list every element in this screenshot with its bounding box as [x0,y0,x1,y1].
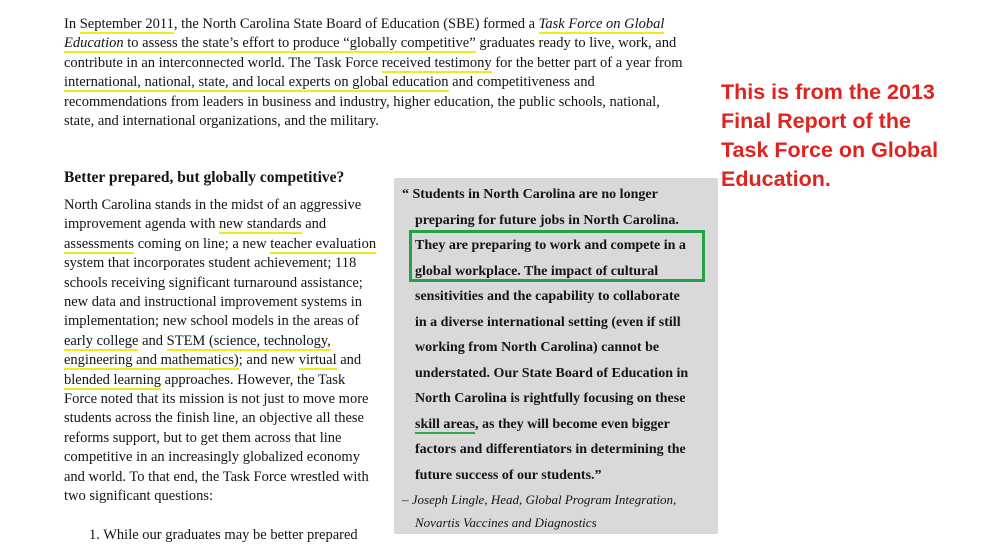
annotation-line: Final Report of the [721,109,911,133]
quote-line: “ Students in North Carolina are no longer [402,187,658,202]
text-run: for the better part of a year from [491,54,683,71]
text-run: In [64,16,80,32]
text-run: schools receiving significant turnaround assistance; [64,274,363,291]
text-run: , as they will become even bigger [475,416,670,432]
intro-line [64,73,595,92]
intro-line [64,93,660,112]
text-run: and [336,352,362,369]
left-column-line [64,332,331,351]
text-run: graduates ready to live, work, and [475,35,677,52]
text-run: and [138,332,167,349]
intro-line [64,112,379,131]
highlighted-phrase: Task Force on Global [538,16,665,32]
text-run: and [301,216,327,233]
quote-line: sensitivities and the capability to collaborate [415,289,680,304]
intro-line [64,15,664,34]
text-run: state, and international organizations, and the military. [64,113,379,129]
highlighted-phrase: assessments [64,235,135,252]
left-column-line [64,196,361,215]
text-run: competitive in an increasingly globalized economy [64,449,360,466]
left-column-line [64,312,359,331]
left-column-line [64,371,345,390]
left-column-line [64,351,361,370]
intro-line [64,54,683,73]
highlighted-phrase: Education [64,35,124,52]
text-run: students across the finish line, an objective all these [64,410,364,427]
quote-line: understated. Our State Board of Education in [415,365,689,381]
highlighted-phrase: early college [64,332,139,349]
quote-line [415,415,670,434]
text-run: approaches. However, the Task [161,371,346,388]
text-run: reforms support, but to get them across that line [64,429,342,446]
left-column-line [64,235,376,254]
text-run: North Carolina stands in the midst of an aggressive [64,197,362,213]
text-run: coming on line; a new [134,235,271,252]
quote-line: North Carolina is rightfully focusing on these [415,391,686,406]
quote-line: in a diverse international setting (even if still [415,314,681,330]
left-column-line [64,429,341,448]
list-item-1: 1. While our graduates may be better prepared [89,527,358,543]
highlighted-phrase: to assess the state’s effort to produce “globally competitive” [123,35,476,52]
highlighted-phrase: received testimony [381,54,492,71]
annotation-line: Task Force on Global [721,138,939,162]
annotation-line: Education. [721,167,831,191]
left-column-line [64,274,363,293]
quote-line: They are preparing to work and compete in a [415,238,686,253]
text-run: two significant questions: [64,488,214,504]
intro-line [64,34,676,53]
highlighted-phrase: new standards [219,216,302,233]
left-column-line [64,215,326,234]
annotation-line: This is from the 2013 [721,80,935,104]
highlighted-phrase: STEM (science, technology, [166,332,331,349]
text-run: Force noted that its mission is not just to move more [64,391,369,407]
quote-line: global workplace. The impact of cultural [415,263,659,279]
left-column-line [64,390,368,409]
left-column-line [64,448,360,467]
text-run: recommendations from leaders in business and industry, higher education, the public schools, national, [64,93,660,110]
section-heading: Better prepared, but globally competitive? [64,169,345,186]
highlighted-phrase: engineering and mathematics) [64,352,239,369]
text-run: ; and new [238,352,299,369]
left-column-line [64,254,356,273]
attribution-line: – Joseph Lingle, Head, Global Program Integration, [402,492,677,507]
highlighted-phrase: September 2011 [79,16,174,32]
red-annotation [721,78,991,194]
text-run: and world. To that end, the Task Force wrestled with [64,468,369,485]
left-column-line [64,293,362,312]
left-column-line [64,409,364,428]
left-column-line [64,468,369,487]
left-column-line [64,487,213,506]
text-run: and competitiveness and [448,74,595,91]
highlighted-phrase: virtual [298,352,337,369]
attribution-line: Novartis Vaccines and Diagnostics [415,515,597,530]
text-run: implementation; new school models in the areas of [64,313,360,330]
green-highlight-box [409,230,705,282]
quote-line: factors and differentiators in determining the [415,442,686,457]
quote-line: working from North Carolina) cannot be [415,340,660,355]
text-run: , the North Carolina State Board of Education (SBE) formed a [173,16,539,32]
text-run: improvement agenda with [64,216,220,233]
quote-line: future success of our students.” [415,467,602,483]
highlighted-phrase: blended learning [64,371,162,388]
green-underlined-phrase: skill areas [415,416,476,432]
text-run: contribute in an interconnected world. The Task Force [64,54,382,71]
highlighted-phrase: teacher evaluation [270,235,377,252]
text-run: new data and instructional improvement systems in [64,294,362,310]
highlighted-phrase: international, national, state, and local experts on global education [64,74,449,91]
text-run: system that incorporates student achievement; 118 [64,255,357,272]
quote-line: preparing for future jobs in North Carolina. [415,212,679,228]
